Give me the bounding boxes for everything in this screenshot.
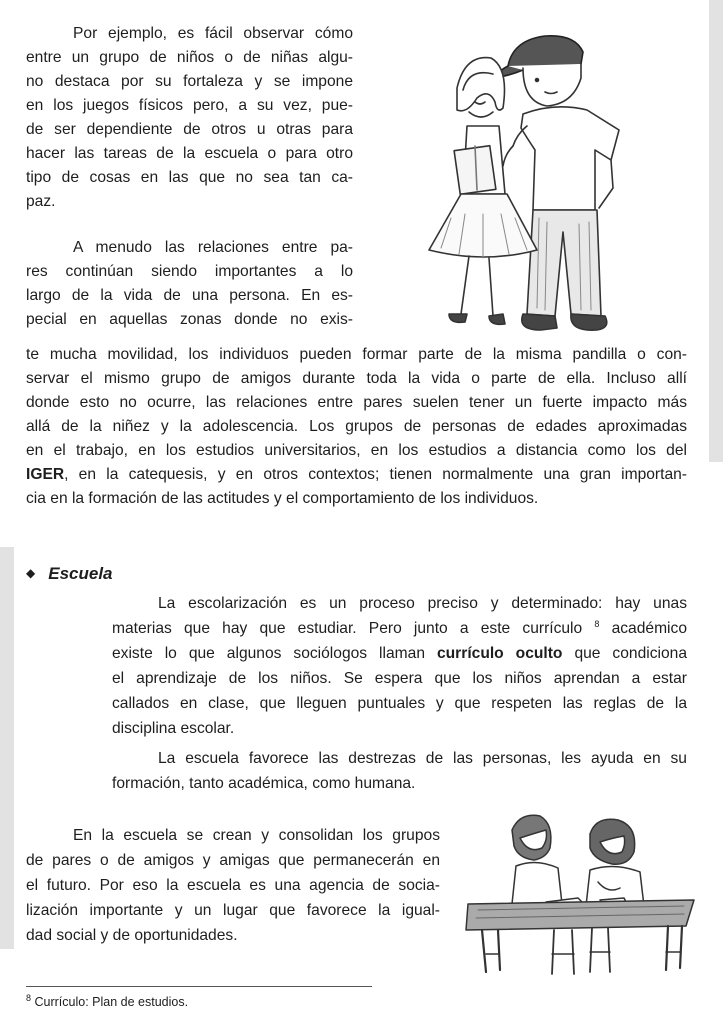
text-line: dad social y de oportunidades. (26, 927, 238, 944)
text-line: allá de la niñez y la adolescencia. Los grupos de personas de edades aproximadas (26, 418, 687, 435)
text-line: La escolarización es un proceso preciso y determinado: hay unas (158, 595, 687, 612)
text-line: A menudo las relaciones entre pa- (73, 239, 353, 256)
text-line: el futuro. Por eso la escuela es una agencia de socia- (26, 877, 440, 894)
text-line: callados en clase, que lleguen puntuales y que respeten las reglas de la (112, 695, 687, 712)
text-run: académico (599, 620, 687, 637)
bold-term: currículo oculto (436, 645, 563, 662)
iger-name: IGER (26, 466, 65, 483)
section-title: Escuela (48, 564, 113, 583)
text-line: de ser dependiente de otros u otras para (26, 121, 353, 138)
text-line: res continúan siendo importantes a lo (26, 263, 353, 280)
text-line: disciplina escolar. (112, 720, 235, 737)
footnote-ref: 8 (594, 618, 600, 629)
text-line: tipo de cosas en las que no sea tan ca- (26, 169, 353, 186)
text-line: En la escuela se crean y consolidan los grupos (73, 827, 440, 844)
girl-and-boy-illustration (405, 18, 700, 336)
text-line: lización importante y un lugar que favorece la igual- (26, 902, 440, 919)
text-run: existe lo que algunos sociólogos llaman (112, 645, 437, 662)
text-line: en el trabajo, en los estudios universitarios, en los estudios a distancia como los del (26, 442, 687, 459)
text-line: entre un grupo de niños o de niñas algu- (26, 49, 353, 66)
diamond-bullet-icon: ◆ (26, 566, 36, 580)
text-line: servar el mismo grupo de amigos durante toda la vida o parte de ella. Incluso allí (26, 370, 687, 387)
text-line (112, 642, 687, 666)
text-run: , en la catequesis, y en otros contextos; tienen normalmente una gran importan- (64, 466, 687, 483)
text-line: hacer las tareas de la escuela o para otro (26, 145, 353, 162)
text-line: cia en la formación de las actitudes y el comportamiento de los individuos. (26, 490, 539, 507)
footnote-number: 8 (26, 992, 32, 1003)
text-line: Por ejemplo, es fácil observar cómo (73, 25, 353, 42)
footnote-text: Currículo: Plan de estudios. (34, 995, 189, 1009)
text-run: que condiciona (562, 645, 687, 662)
page-margin-bar-left (0, 547, 14, 949)
text-line: largo de la vida de una persona. En es- (26, 287, 353, 304)
text-line: La escuela favorece las destrezas de las personas, les ayuda en su (158, 750, 687, 767)
text-line: pecial en aquellas zonas donde no exis- (26, 311, 353, 328)
text-line (26, 463, 687, 487)
text-line: de pares o de amigos y amigas que permanecerán en (26, 852, 440, 869)
text-line: formación, tanto académica, como humana. (112, 775, 416, 792)
text-line: en los juegos físicos pero, a su vez, pue- (26, 97, 353, 114)
text-line: paz. (26, 193, 56, 210)
text-line: el aprendizaje de los niños. Se espera que los niños aprendan a estar (112, 670, 687, 687)
footnote (26, 994, 188, 1010)
text-run: materias que hay que estudiar. Pero junto a este currículo (112, 620, 583, 637)
text-line: te mucha movilidad, los individuos pueden formar parte de la misma pandilla o con- (26, 346, 687, 363)
page-margin-bar-right (709, 0, 723, 462)
text-line: donde esto no ocurre, las relaciones entre pares suelen tener un fuerte impacto más (26, 394, 687, 411)
section-heading-escuela (26, 562, 113, 585)
girls-at-desk-illustration (462, 808, 698, 980)
footnote-rule (26, 986, 372, 987)
text-line: no destaca por su fortaleza y se impone (26, 73, 353, 90)
text-line (112, 617, 687, 641)
